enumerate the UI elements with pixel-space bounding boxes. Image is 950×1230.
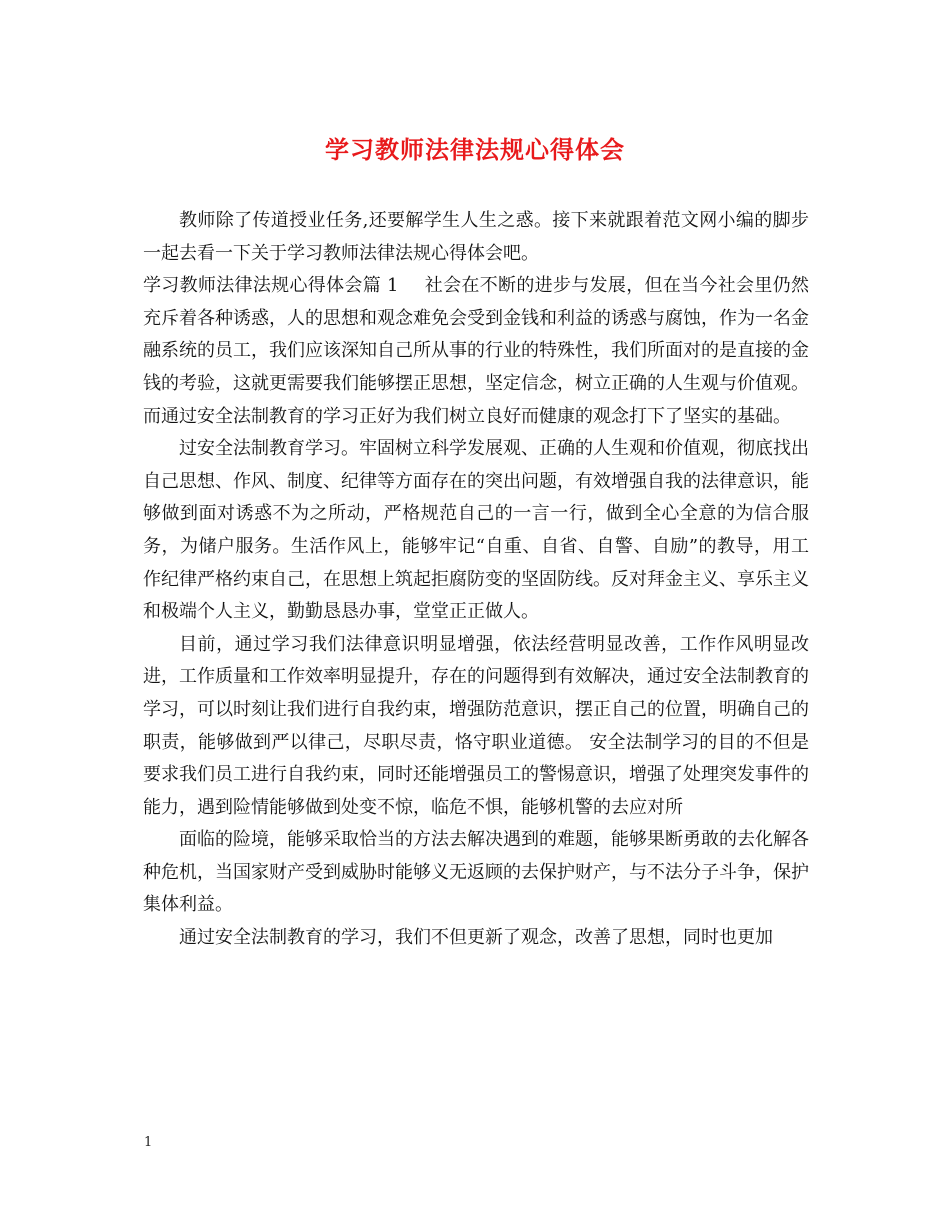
body-paragraph-5: 面临的险境，能够采取恰当的方法去解决遇到的难题，能够果断勇敢的去化解各种危机，当国家财产受到威胁时能够义无返顾的去保护财产，与不法分子斗争，保护集体利益。 [143, 829, 809, 916]
intro-paragraph: 教师除了传道授业任务,还要解学生人生之惑。接下来就跟着范文网小编的脚步一起去看一下关于学习教师法律法规心得体会吧。 [143, 210, 809, 264]
section-1-paragraph [143, 270, 809, 433]
document-body [143, 205, 809, 955]
body-paragraph-6: 通过安全法制教育的学习，我们不但更新了观念，改善了思想，同时也更加 [179, 927, 773, 949]
section-1-text: 社会在不断的进步与发展，但在当今社会里仍然充斥着各种诱惑，人的思想和观念难免会受到金钱和利益的诱惑与腐蚀，作为一名金融系统的员工，我们应该深知自己所从事的行业的特殊性，我们所面对的是直接的金钱的考验，这就更需要我们能够摆正思想，坚定信念，树立正确的人生观与价值观。而通过安全法制教育的学习正好为我们树立良好而健康的观念打下了坚实的基础。 [143, 275, 809, 427]
body-paragraph-3: 过安全法制教育学习。牢固树立科学发展观、正确的人生观和价值观，彻底找出自己思想、作风、制度、纪律等方面存在的突出问题，有效增强自我的法律意识，能够做到面对诱惑不为之所动，严格规范自己的一言一行，做到全心全意的为信合服务，为储户服务。生活作风上，能够牢记“自重、自省、自警、自励”的教导，用工作纪律严格约束自己，在思想上筑起拒腐防变的坚固防线。反对拜金主义、享乐主义和极端个人主义，勤勤恳恳办事，堂堂正正做人。 [143, 438, 809, 623]
body-paragraph-4: 目前，通过学习我们法律意识明显增强，依法经营明显改善，工作作风明显改进，工作质量和工作效率明显提升，存在的问题得到有效解决，通过安全法制教育的学习，可以时刻让我们进行自我约束，增强防范意识，摆正自己的位置，明确自己的职责，能够做到严以律己，尽职尽责，恪守职业道德。 安全法制学习的目的不但是要求我们员工进行自我约束，同时还能增强员工的警惕意识，增强了处理突发事件的能力，遇到险情能够做到处变不惊，临危不惧，能够机警的去应对所 [143, 633, 809, 818]
document-title: 学习教师法律法规心得体会 [325, 135, 625, 164]
section-1-heading: 学习教师法律法规心得体会篇 1 [143, 275, 399, 297]
page-number: 1 [144, 1135, 153, 1150]
